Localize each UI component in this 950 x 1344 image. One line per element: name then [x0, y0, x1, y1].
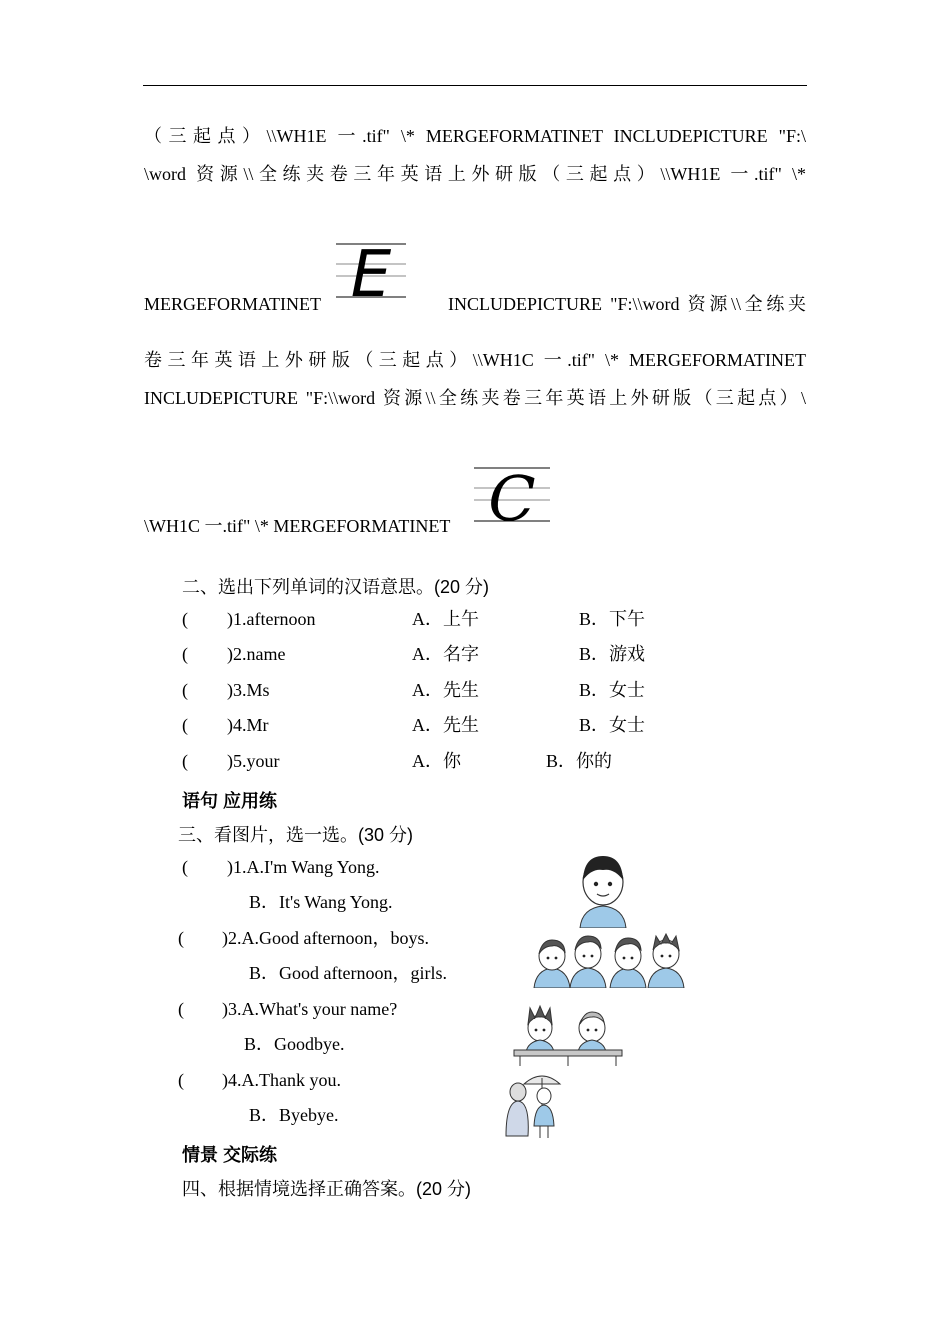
letter-c-glyph: C — [488, 466, 536, 526]
field-text-line-3b: INCLUDEPICTURE "F:\\word 资源\\全练夹 — [448, 294, 806, 314]
field-text-line-1: （三起点）\\WH1E 一.tif" \* MERGEFORMATINET INCLUDEPICTURE "F:\ — [144, 126, 806, 146]
answer-paren-close: ) — [227, 751, 233, 771]
option-b[interactable]: B．Goodbye. — [244, 1034, 345, 1054]
answer-paren-open[interactable]: ( — [182, 715, 188, 735]
group-of-boys-image — [532, 930, 690, 988]
answer-paren-close: ) — [227, 857, 233, 877]
answer-paren-close: ) — [222, 999, 228, 1019]
letter-e-glyph: E — [350, 242, 392, 302]
section-2-title: 二、选出下列单词的汉语意思。(20 分) — [182, 577, 490, 597]
section-4-title: 四、根据情境选择正确答案。(20 分) — [182, 1179, 472, 1199]
answer-paren-open[interactable]: ( — [182, 680, 188, 700]
option-b[interactable]: B．女士 — [579, 680, 646, 700]
option-a[interactable]: A．先生 — [412, 680, 479, 700]
umbrella-people-image — [498, 1068, 564, 1140]
header-rule — [143, 85, 807, 86]
field-text-line-4: 卷三年英语上外研版（三起点）\\WH1C 一.tif" \* MERGEFORMATINET — [144, 350, 806, 370]
answer-paren-close: ) — [227, 644, 233, 664]
option-b[interactable]: B．女士 — [579, 715, 646, 735]
option-a[interactable]: A．上午 — [412, 609, 479, 629]
option-a[interactable]: A．先生 — [412, 715, 479, 735]
question-word: 3.Ms — [233, 680, 270, 700]
question-word: 2.name — [233, 644, 286, 664]
answer-paren-close: ) — [222, 1070, 228, 1090]
sub-heading-sentence-practice: 语句 应用练 — [182, 791, 278, 811]
answer-paren-open[interactable]: ( — [178, 1070, 184, 1090]
option-a[interactable]: A．名字 — [412, 644, 479, 664]
letter-e-writing-grid — [336, 242, 406, 302]
answer-paren-open[interactable]: ( — [182, 609, 188, 629]
field-text-line-5: INCLUDEPICTURE "F:\\word 资源\\全练夹卷三年英语上外研版（三起点）\ — [144, 388, 806, 408]
option-a[interactable]: 4.A.Thank you. — [228, 1070, 341, 1090]
answer-paren-open[interactable]: ( — [182, 751, 188, 771]
option-a[interactable]: 1.A.I'm Wang Yong. — [233, 857, 380, 877]
answer-paren-open[interactable]: ( — [178, 999, 184, 1019]
boy-portrait-image — [570, 850, 636, 928]
section-3-title: 三、看图片，选一选。(30 分) — [178, 825, 414, 845]
option-b[interactable]: B．It's Wang Yong. — [249, 892, 393, 912]
option-a[interactable]: 2.A.Good afternoon，boys. — [228, 928, 429, 948]
question-word: 4.Mr — [233, 715, 269, 735]
answer-paren-open[interactable]: ( — [178, 928, 184, 948]
field-text-line-6: \WH1C 一.tif" \* MERGEFORMATINET — [144, 516, 451, 536]
question-word: 1.afternoon — [233, 609, 316, 629]
option-b[interactable]: B．Byebye. — [249, 1105, 339, 1125]
answer-paren-open[interactable]: ( — [182, 644, 188, 664]
option-b[interactable]: B．游戏 — [579, 644, 646, 664]
letter-c-writing-grid — [474, 466, 550, 526]
option-b[interactable]: B．Good afternoon，girls. — [249, 963, 447, 983]
answer-paren-close: ) — [227, 609, 233, 629]
option-a[interactable]: 3.A.What's your name? — [228, 999, 398, 1019]
option-b[interactable]: B．下午 — [579, 609, 646, 629]
option-a[interactable]: A．你 — [412, 751, 461, 771]
field-text-line-3a: MERGEFORMATINET — [144, 294, 322, 314]
answer-paren-close: ) — [227, 680, 233, 700]
answer-paren-close: ) — [222, 928, 228, 948]
field-text-line-2: \word 资源\\全练夹卷三年英语上外研版（三起点）\\WH1E 一.tif" \* — [144, 164, 806, 184]
sub-heading-situational-practice: 情景 交际练 — [182, 1145, 278, 1165]
answer-paren-open[interactable]: ( — [182, 857, 188, 877]
kids-at-desk-image — [512, 1002, 624, 1066]
answer-paren-close: ) — [227, 715, 233, 735]
question-word: 5.your — [233, 751, 280, 771]
option-b[interactable]: B．你的 — [546, 751, 613, 771]
